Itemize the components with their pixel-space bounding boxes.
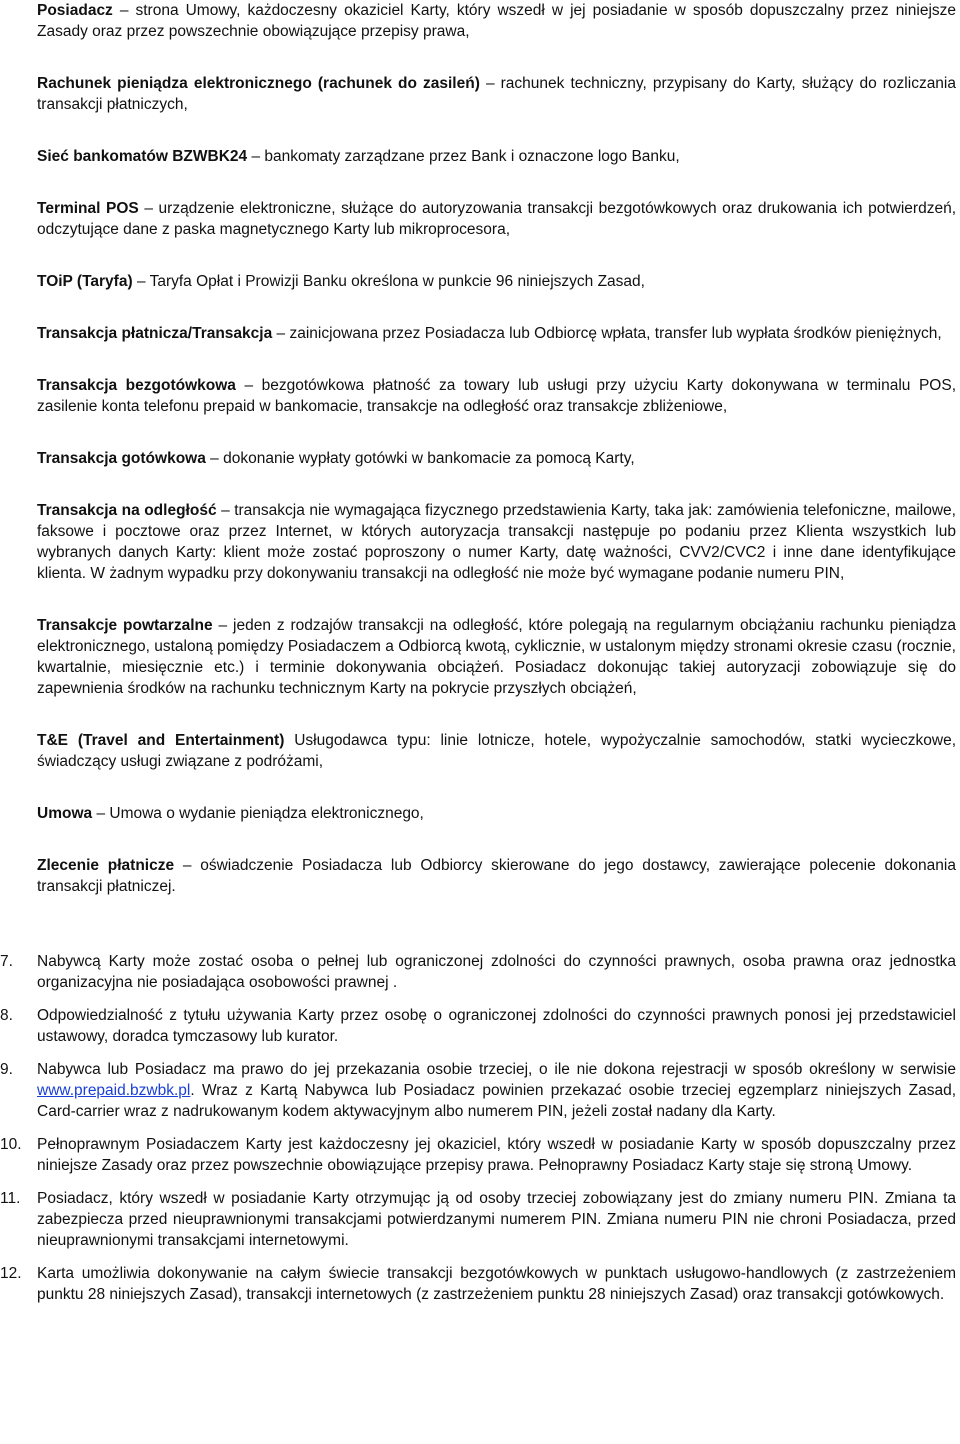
definition-text: Usługodawca typu: linie lotnicze, hotele, wypożyczalnie samochodów, statki wycieczkowe, świadczący usługi związane z podróżami, [37,732,956,770]
definition-term: Umowa [37,805,93,822]
definition-term: T&E (Travel and Entertainment) [37,732,285,749]
point-text: Posiadacz, który wszedł w posiadanie Karty otrzymując ją od osoby trzeciej zobowiązany jest do zmiany numeru PIN. Zmiana ta zabezpiecza przed nieuprawnionymi transakcjami potwierdzanymi numerem PIN. Zmiana numeru PIN nie chroni Posiadacza, przed nieuprawnionymi transakcjami internetowymi. [37,1190,956,1249]
numbered-point [0,1134,956,1176]
point-number: 10. [0,1136,22,1153]
definition-item [37,803,956,824]
definition-dash: – [136,273,146,290]
definition-text: dokonanie wypłaty gotówki w bankomacie za pomocą Karty, [223,450,635,467]
numbered-point [0,1188,956,1251]
definition-dash: – [251,148,261,165]
definition-term: Terminal POS [37,200,139,217]
point-text: Pełnoprawnym Posiadaczem Karty jest każdoczesny jej okaziciel, który wszedł w posiadanie Karty w sposób dopuszczalny przez niniejsze Zasady oraz przez powszechnie obowiązujące przepisy prawa. Pełnoprawny Posiadacz Karty staje się stroną Umowy. [37,1136,956,1174]
point-number: 12. [0,1265,22,1282]
definition-dash: – [96,805,106,822]
point-text: Karta umożliwia dokonywanie na całym świecie transakcji bezgotówkowych w punktach usługowo-handlowych (z zastrzeżeniem punktu 28 niniejszych Zasad), transakcji internetowych (z zastrzeżeniem punktu 28 niniejszych Zasad) oraz transakcji gotówkowych. [37,1265,956,1303]
definition-text: transakcja nie wymagająca fizycznego przedstawienia Karty, taka jak: zamówienia telefoniczne, mailowe, faksowe i pocztowe oraz przez Internet, w których autoryzacja transakcji następuje po podaniu przez Klienta wszystkich lub wybranych danych Karty: klient może zostać poproszony o numer Karty, datę ważności, CVV2/CVC2 i inne dane identyfikujące klienta. W żadnym wypadku przy dokonywaniu transakcji na odległość nie może być wymagane podanie numeru PIN, [37,502,956,582]
definition-item [37,146,956,167]
definition-dash: – [485,75,495,92]
definition-item [37,615,956,699]
numbered-point [0,951,956,993]
definition-term: Transakcje powtarzalne [37,617,213,634]
definition-term: Transakcja bezgotówkowa [37,377,236,394]
definition-term: Zlecenie płatnicze [37,857,175,874]
definition-term: TOiP (Taryfa) [37,273,133,290]
numbered-point [0,1005,956,1047]
definition-item [37,855,956,897]
definition-term: Posiadacz [37,2,113,19]
definition-text: bezgotówkowa płatność za towary lub usługi przy użyciu Karty dokonywana w terminalu POS, zasilenie konta telefonu prepaid w bankomacie, transakcje na odległość oraz transakcje zbliżeniowe, [37,377,957,415]
definition-dash: – [144,200,153,217]
point-text-before-link: Nabywca lub Posiadacz ma prawo do jej przekazania osobie trzeciej, o ile nie dokona rejestracji w sposób określony w serwisie [37,1061,956,1078]
definition-text: strona Umowy, każdoczesny okaziciel Karty, który wszedł w jej posiadanie w sposób dopuszczalny przez niniejsze Zasady oraz przez powszechnie obowiązujące przepisy prawa, [37,2,957,40]
definition-text: Taryfa Opłat i Prowizji Banku określona w punkcie 96 niniejszych Zasad, [149,273,645,290]
point-text: Nabywcą Karty może zostać osoba o pełnej lub ograniczonej zdolności do czynności prawnych, osoba prawna oraz jednostka organizacyjna nie posiadająca osobowości prawnej . [37,953,956,991]
point-number: 7. [0,953,13,970]
numbered-points [0,951,956,1305]
definition-item [37,730,956,772]
definition-dash: – [182,857,192,874]
prepaid-website-link[interactable]: www.prepaid.bzwbk.pl [37,1082,191,1099]
definition-dash: – [276,325,286,342]
numbered-point [0,1263,956,1305]
definition-term: Transakcja gotówkowa [37,450,206,467]
definition-text: rachunek techniczny, przypisany do Karty, służący do rozliczania transakcji płatniczych, [37,75,956,113]
definition-term: Sieć bankomatów BZWBK24 [37,148,248,165]
definition-item [37,271,956,292]
definition-term: Rachunek pieniądza elektronicznego (rachunek do zasileń) [37,75,480,92]
definition-dash: – [119,2,129,19]
definition-item [37,73,956,115]
definition-dash: – [221,502,230,519]
definition-term: Transakcja płatnicza/Transakcja [37,325,273,342]
point-number: 9. [0,1061,13,1078]
definition-item [37,500,956,584]
point-text: Odpowiedzialność z tytułu używania Karty przez osobę o ograniczonej zdolności do czynności prawnych ponosi jej przedstawiciel ustawowy, doradca tymczasowy lub kurator. [37,1007,956,1045]
definition-text: urządzenie elektroniczne, służące do autoryzowania transakcji bezgotówkowych oraz drukowania ich potwierdzeń, odczytujące dane z paska magnetycznego Karty lub mikroprocesora, [37,200,956,238]
definition-item [37,448,956,469]
definition-item [37,375,956,417]
definition-text: bankomaty zarządzane przez Bank i oznaczone logo Banku, [264,148,680,165]
definition-dash: – [218,617,228,634]
definition-dash: – [210,450,219,467]
numbered-point [0,1059,956,1122]
definition-text: Umowa o wydanie pieniądza elektronicznego, [109,805,424,822]
definitions-section [37,0,956,897]
point-text-after-link: . Wraz z Kartą Nabywca lub Posiadacz powinien przekazać osobie trzeciej egzemplarz niniejszych Zasad, Card-carrier wraz z nadrukowanym kodem aktywacyjnym albo numerem PIN, jeżeli został nadany dla Karty. [37,1082,956,1120]
definition-text: oświadczenie Posiadacza lub Odbiorcy skierowane do jego dostawcy, zawierające polecenie dokonania transakcji płatniczej. [37,857,956,895]
definition-text: zainicjowana przez Posiadacza lub Odbiorcę wpłata, transfer lub wypłata środków pieniężnych, [289,325,942,342]
definition-item [37,323,956,344]
definition-item [37,198,956,240]
point-number: 11. [0,1190,21,1207]
definition-text: jeden z rodzajów transakcji na odległość, które polegają na regularnym obciążaniu rachunku pieniądza elektronicznego, ustaloną pomiędzy Posiadaczem a Odbiorcą kwotą, cyklicznie, w ustalonym między stronami okresie czasu (rocznie, kwartalnie, miesięcznie etc.) i terminie dokonywania obciążeń. Posiadacz dokonując takiej autoryzacji zobowiązuje się do zapewnienia środków na rachunku technicznym Karty na pokrycie przyszłych obciążeń, [37,617,956,697]
definition-term: Transakcja na odległość [37,502,217,519]
definition-dash: – [244,377,254,394]
definition-item [37,0,956,42]
point-number: 8. [0,1007,13,1024]
